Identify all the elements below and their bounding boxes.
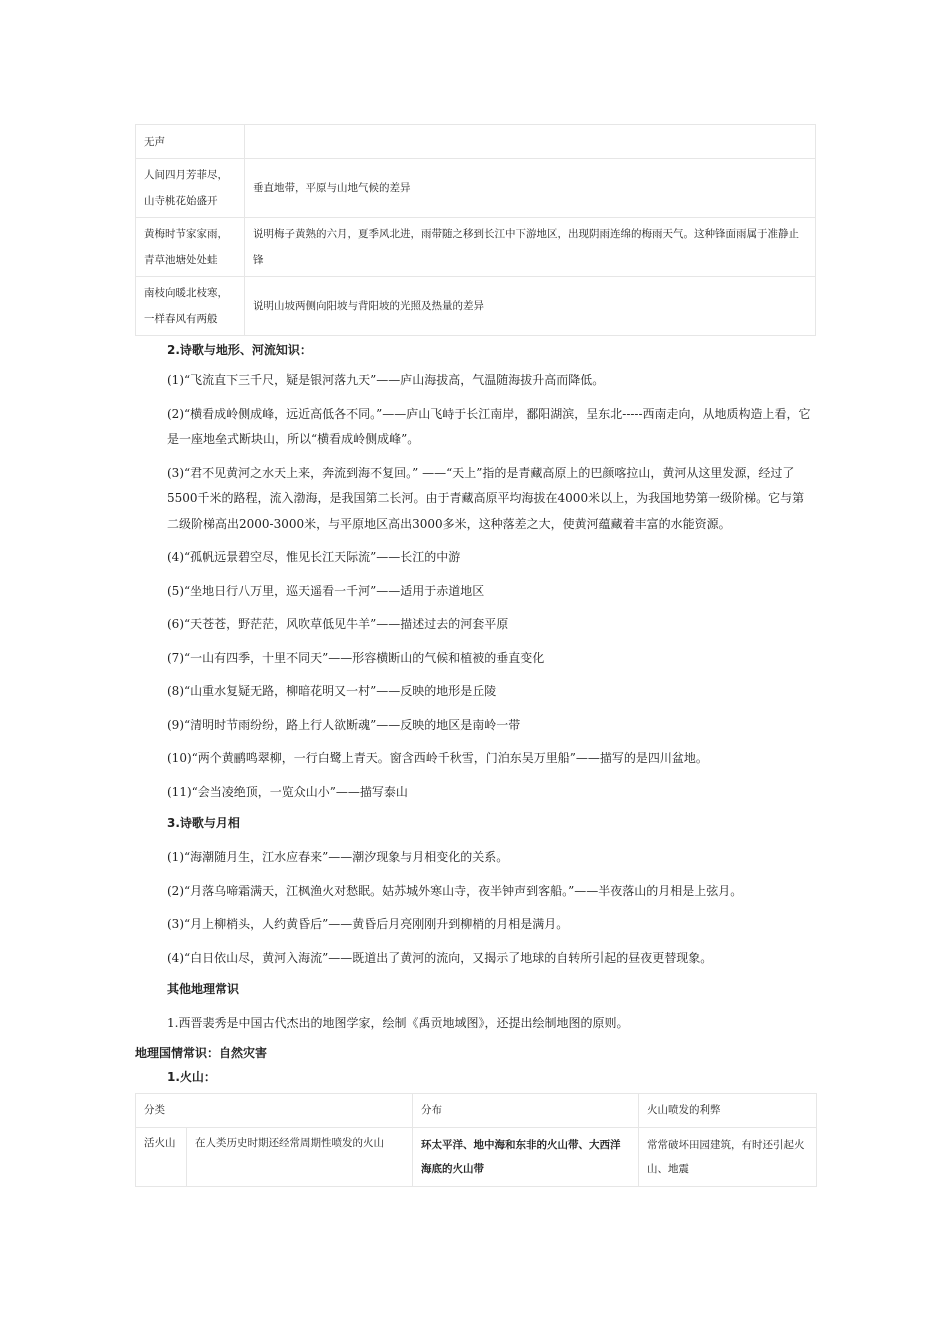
list-item: (1)“飞流直下三千尺，疑是银河落九天”——庐山海拔高，气温随海拔升高而降低。: [167, 373, 605, 387]
list-item: (2)“横看成岭侧成峰，远近高低各不同。”——庐山飞峙于长江南岸，鄱阳湖滨，呈东北-----西南走向，从地质构造上看，它是一座地垒式断块山，所以“横看成岭侧成峰”。: [167, 406, 811, 446]
list-item: (2)“月落乌啼霜满天，江枫渔火对愁眠。姑苏城外寒山寺，夜半钟声到客船。”——半夜落山的月相是上弦月。: [167, 883, 743, 898]
table-row: [136, 218, 816, 277]
definition-cell: 在人类历史时期还经常周期性喷发的火山: [187, 1127, 413, 1186]
type-cell: 活火山: [136, 1127, 187, 1186]
section2-list: [135, 368, 816, 805]
list-item: (7)“一山有四季，十里不同天”——形容横断山的气候和植被的垂直变化: [167, 650, 545, 665]
section-heading: 其他地理常识: [167, 982, 240, 996]
list-item: (8)“山重水复疑无路，柳暗花明又一村”——反映的地形是丘陵: [167, 684, 497, 698]
poem-cell: 南枝向暖北枝寒，一样春风有两般: [136, 277, 245, 336]
list-item: (10)“两个黄鹂鸣翠柳，一行白鹭上青天。窗含西岭千秋雪，门泊东吴万里船”——描写的是四川盆地。: [167, 751, 708, 765]
table-header-row: [136, 1093, 817, 1127]
effect-cell: 常常破坏田园建筑，有时还引起火山、地震: [639, 1127, 817, 1186]
table-row: [136, 1127, 817, 1186]
column-header: 分类: [136, 1093, 413, 1127]
list-item: (4)“孤帆远景碧空尽，惟见长江天际流”——长江的中游: [167, 550, 461, 564]
distribution-cell: 环太平洋、地中海和东非的火山带、大西洋海底的火山带: [413, 1127, 639, 1186]
section-heading: 地理国情常识：自然灾害: [135, 1045, 268, 1060]
desc-cell: [245, 125, 816, 159]
list-item: 1.西晋裴秀是中国古代杰出的地图学家，绘制《禹贡地域图》，还提出绘制地图的原则。: [167, 1016, 629, 1030]
poem-climate-table: [135, 124, 816, 336]
list-item: (3)“君不见黄河之水天上来，奔流到海不复回。” ——“天上”指的是青藏高原上的巴颜喀拉山，黄河从这里发源，经过了5500千米的路程，流入渤海，是我国第二长河。由于青藏高原平均海拔在4000米以上，为我国地势第一级阶梯。它与第二级阶梯高出2000-3000米，与平原地区高出3000多米，这种落差之大，使黄河蕴藏着丰富的水能资源。: [167, 465, 805, 531]
section-heading: 2.诗歌与地形、河流知识：: [167, 343, 312, 357]
list-item: (5)“坐地日行八万里，巡天遥看一千河”——适用于赤道地区: [167, 583, 485, 598]
list-item: (4)“白日依山尽，黄河入海流”——既道出了黄河的流向，又揭示了地球的自转所引起的昼夜更替现象。: [167, 950, 713, 965]
table-row: [136, 125, 816, 159]
list-item: (6)“天苍苍，野茫茫，风吹草低见牛羊”——描述过去的河套平原: [167, 617, 509, 631]
poem-cell: 人间四月芳菲尽，山寺桃花始盛开: [136, 159, 245, 218]
column-header: 分布: [413, 1093, 639, 1127]
desc-cell: 说明梅子黄熟的六月，夏季风北进，雨带随之移到长江中下游地区，出现阴雨连绵的梅雨天气。这种锋面雨属于准静止锋: [245, 218, 816, 277]
list-item: (9)“清明时节雨纷纷，路上行人欲断魂”——反映的地区是南岭一带: [167, 717, 521, 732]
list-item: (1)“海潮随月生，江水应春来”——潮汐现象与月相变化的关系。: [167, 850, 509, 864]
table-row: [136, 159, 816, 218]
desc-cell: 说明山坡两侧向阳坡与背阳坡的光照及热量的差异: [245, 277, 816, 336]
column-header: 火山喷发的利弊: [639, 1093, 817, 1127]
sub-heading: 1.火山：: [167, 1069, 216, 1084]
list-item: (3)“月上柳梢头，人约黄昏后”——黄昏后月亮刚刚升到柳梢的月相是满月。: [167, 917, 569, 931]
poem-cell: 无声: [136, 125, 245, 159]
table-row: [136, 277, 816, 336]
list-item: (11)“会当凌绝顶，一览众山小”——描写泰山: [167, 784, 408, 799]
volcano-table: [135, 1093, 817, 1187]
poem-cell: 黄梅时节家家雨，青草池塘处处蛙: [136, 218, 245, 277]
desc-cell: 垂直地带，平原与山地气候的差异: [245, 159, 816, 218]
section3-list: [135, 845, 816, 971]
document-page: [135, 124, 816, 1187]
section-heading: 3.诗歌与月相: [167, 816, 240, 830]
